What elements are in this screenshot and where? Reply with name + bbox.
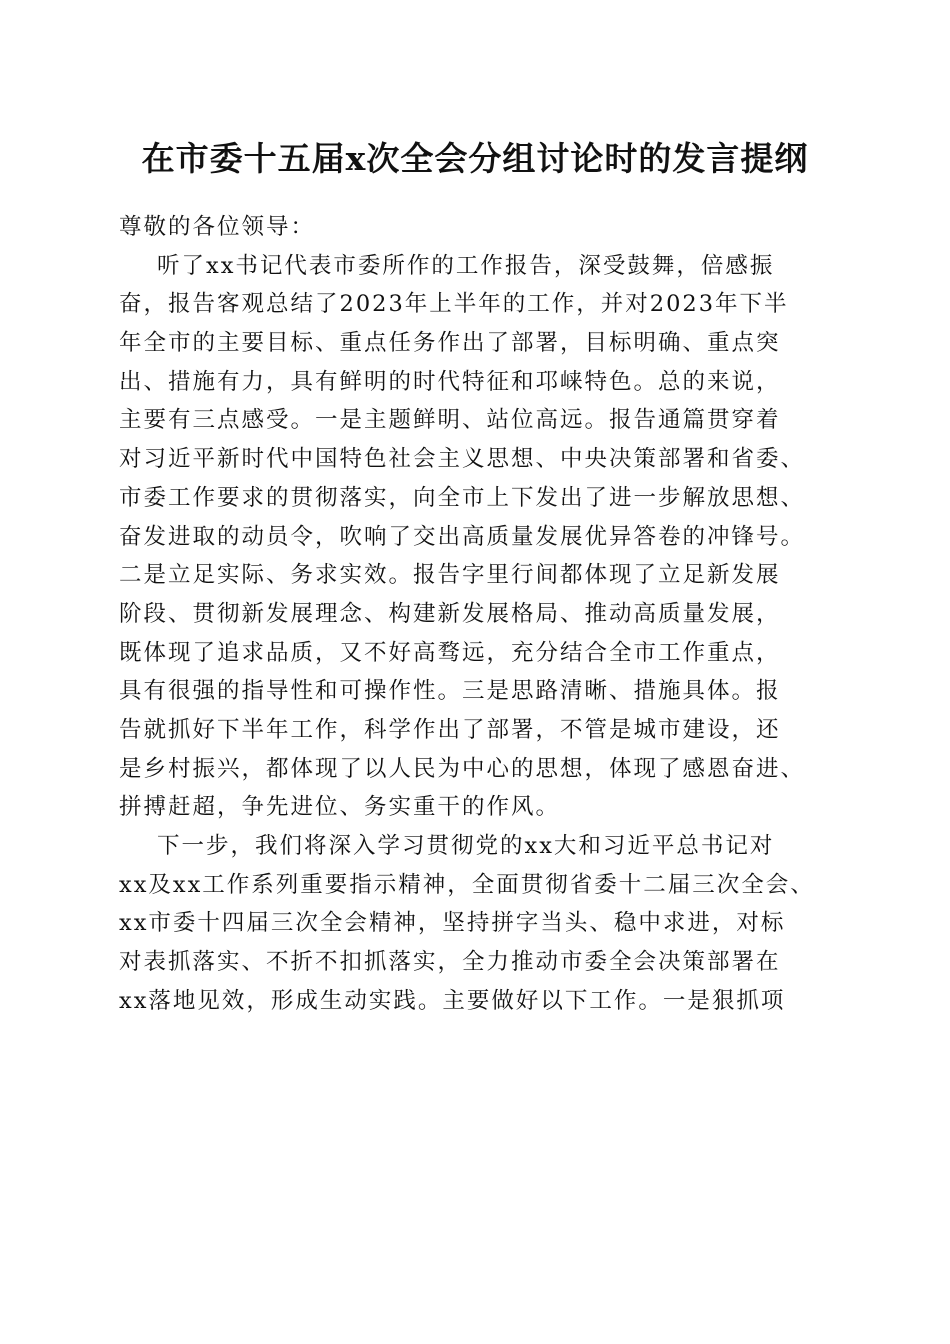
text-line: 阶段、贯彻新发展理念、构建新发展格局、推动高质量发展，	[119, 600, 781, 627]
text-line: 听了xx书记代表市委所作的工作报告，深受鼓舞，倍感振	[157, 252, 775, 279]
paragraph-1	[119, 247, 841, 827]
text-line: 二是立足实际、务求实效。报告字里行间都体现了立足新发展	[119, 562, 781, 589]
salutation: 尊敬的各位领导：	[119, 214, 316, 240]
text-line: 具有很强的指导性和可操作性。三是思路清晰、措施具体。报	[119, 678, 781, 705]
text-line: xx落地见效，形成生动实践。主要做好以下工作。一是狠抓项	[119, 987, 786, 1014]
text-line: 下一步，我们将深入学习贯彻党的xx大和习近平总书记对	[157, 833, 775, 860]
text-line: 出、措施有力，具有鲜明的时代特征和邛崃特色。总的来说，	[119, 368, 781, 395]
text-line: 对习近平新时代中国特色社会主义思想、中央决策部署和省委、	[119, 446, 806, 473]
document-body	[119, 208, 841, 1020]
text-line: 主要有三点感受。一是主题鲜明、站位高远。报告通篇贯穿着	[119, 407, 781, 434]
document-title: 在市委十五届x次全会分组讨论时的发言提纲	[141, 139, 809, 178]
text-line: 是乡村振兴，都体现了以人民为中心的思想，体现了感恩奋进、	[119, 755, 806, 782]
text-line: 奋，报告客观总结了2023年上半年的工作，并对2023年下半	[119, 291, 789, 318]
text-line: 拼搏赶超，争先进位、务实重干的作风。	[119, 794, 561, 821]
text-line: 告就抓好下半年工作，科学作出了部署，不管是城市建设，还	[119, 716, 781, 743]
paragraph-2	[119, 827, 841, 1020]
text-line: 奋发进取的动员令，吹响了交出高质量发展优异答卷的冲锋号。	[119, 523, 806, 550]
text-line: 市委工作要求的贯彻落实，向全市上下发出了进一步解放思想、	[119, 484, 806, 511]
text-line: xx及xx工作系列重要指示精神，全面贯彻省委十二届三次全会、	[119, 871, 815, 898]
text-line: 既体现了追求品质，又不好高骛远，充分结合全市工作重点，	[119, 639, 781, 666]
text-line: xx市委十四届三次全会精神，坚持拼字当头、稳中求进，对标	[119, 910, 786, 937]
text-line: 年全市的主要目标、重点任务作出了部署，目标明确、重点突	[119, 330, 781, 357]
text-line: 对表抓落实、不折不扣抓落实，全力推动市委全会决策部署在	[119, 949, 781, 976]
